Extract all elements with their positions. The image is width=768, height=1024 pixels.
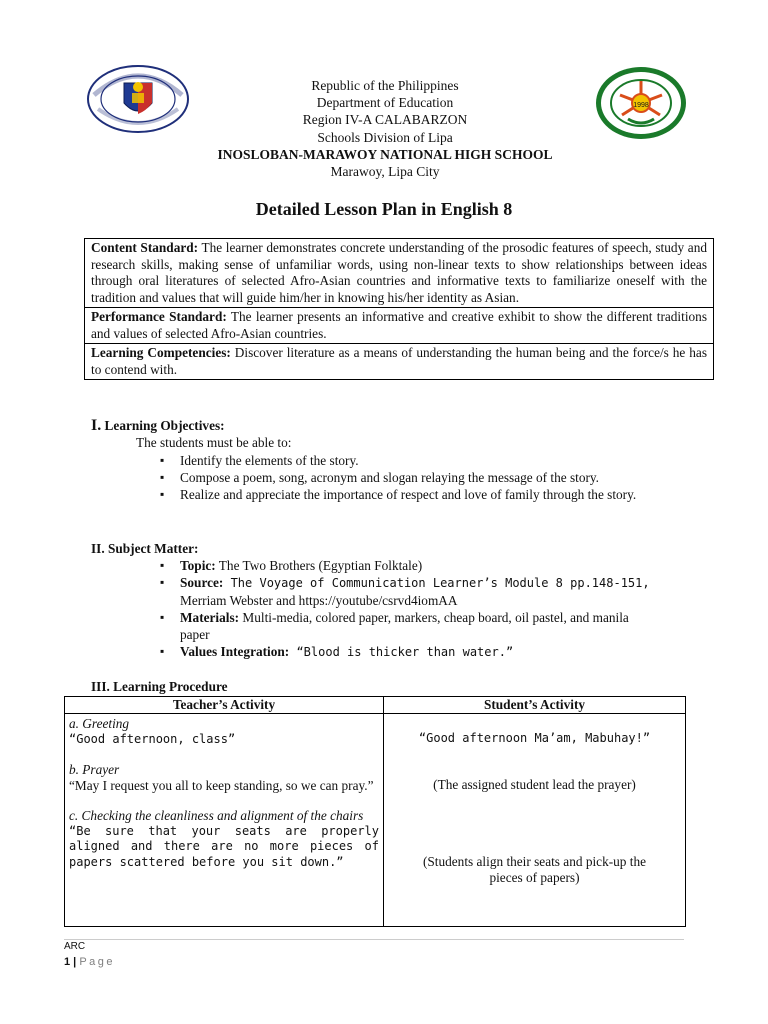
objectives-heading: I. Learning Objectives: — [91, 417, 225, 434]
teacher-activity-cell — [65, 714, 384, 927]
footer-initials: ARC — [64, 941, 86, 952]
performance-standard: Performance Standard: The learner presents an informative and creative exhibit to show the different traditions and values of selected Afro-Asian countries. — [85, 307, 713, 343]
prayer-student: (The assigned student lead the prayer) — [433, 776, 636, 792]
list-item: ▪ Realize and appreciate the importance of respect and love of family through the story. — [158, 486, 678, 503]
footer-divider — [64, 939, 684, 940]
header-republic: Republic of the Philippines — [311, 78, 459, 93]
subject-list — [158, 557, 658, 661]
content-standard: Content Standard: The learner demonstrates concrete understanding of the prosodic features of speech, study and research skills, making sense of unfamiliar words, using non-linear texts to show relationships between ideas through oral literatures of selected Afro-Asian countries and informative texts to familiarize oneself with the tradition and values that will guide him/her in knowing his/her identity as Asian. — [91, 240, 707, 305]
source-item: ▪ Source: The Voyage of Communication Learner’s Module 8 pp.148-151, Merriam Webster and https://youtube/csrvd4iomAA — [158, 574, 658, 609]
page-indicator: 1 | Page — [64, 956, 116, 968]
topic-item: ▪ Topic: The Two Brothers (Egyptian Folktale) — [158, 557, 658, 574]
procedure-heading: III. Learning Procedure — [91, 679, 228, 694]
school-seal-year: 1998 — [633, 102, 649, 109]
standards-box — [84, 238, 714, 380]
checking-teacher: “Be sure that your seats are properly aligned and there are no more pieces of papers scattered before you sit down.” — [69, 823, 379, 869]
subject-heading: II. Subject Matter: — [91, 541, 199, 556]
materials-item: ▪ Materials: Multi-media, colored paper, markers, cheap board, oil pastel, and manila paper — [158, 609, 658, 643]
deped-seal-logo — [86, 65, 190, 133]
objectives-intro: The students must be able to: — [136, 435, 292, 450]
header-school-name: INOSLOBAN-MARAWOY NATIONAL HIGH SCHOOL — [217, 147, 553, 162]
learning-competencies: Learning Competencies: Discover literature as a means of understanding the human being and the force/s he has to contend with. — [85, 343, 713, 379]
greeting-student: “Good afternoon Ma’am, Mabuhay!” — [418, 731, 651, 745]
values-item: ▪ Values Integration: “Blood is thicker than water.” — [158, 643, 658, 661]
header-division: Schools Division of Lipa — [317, 130, 453, 145]
header-department: Department of Education — [316, 95, 454, 110]
header-region: Region IV-A CALABARZON — [302, 112, 468, 127]
list-item: ▪ Identify the elements of the story. — [158, 452, 678, 469]
table-header-row — [65, 697, 686, 714]
page-number: 1 — [64, 956, 71, 968]
procedure-table — [64, 696, 686, 927]
student-column-header: Student’s Activity — [384, 697, 686, 714]
page-title: Detailed Lesson Plan in English 8 — [255, 199, 513, 219]
prayer-label: b. Prayer — [69, 762, 120, 777]
header-location: Marawoy, Lipa City — [330, 164, 440, 179]
list-item: ▪ Compose a poem, song, acronym and slogan relaying the message of the story. — [158, 469, 678, 486]
greeting-teacher: “Good afternoon, class” — [69, 731, 236, 746]
school-seal-logo — [594, 65, 688, 141]
greeting-label: a. Greeting — [69, 716, 130, 731]
prayer-teacher: “May I request you all to keep standing, so we can pray.” — [69, 777, 374, 793]
page-word: Page — [79, 956, 116, 968]
table-row — [65, 714, 686, 927]
objectives-list — [158, 452, 678, 503]
checking-label: c. Checking the cleanliness and alignment of the chairs — [69, 808, 364, 823]
student-activity-cell — [384, 714, 686, 927]
checking-student: (Students align their seats and pick-up the pieces of papers) — [422, 854, 647, 885]
teacher-column-header: Teacher’s Activity — [65, 697, 384, 714]
